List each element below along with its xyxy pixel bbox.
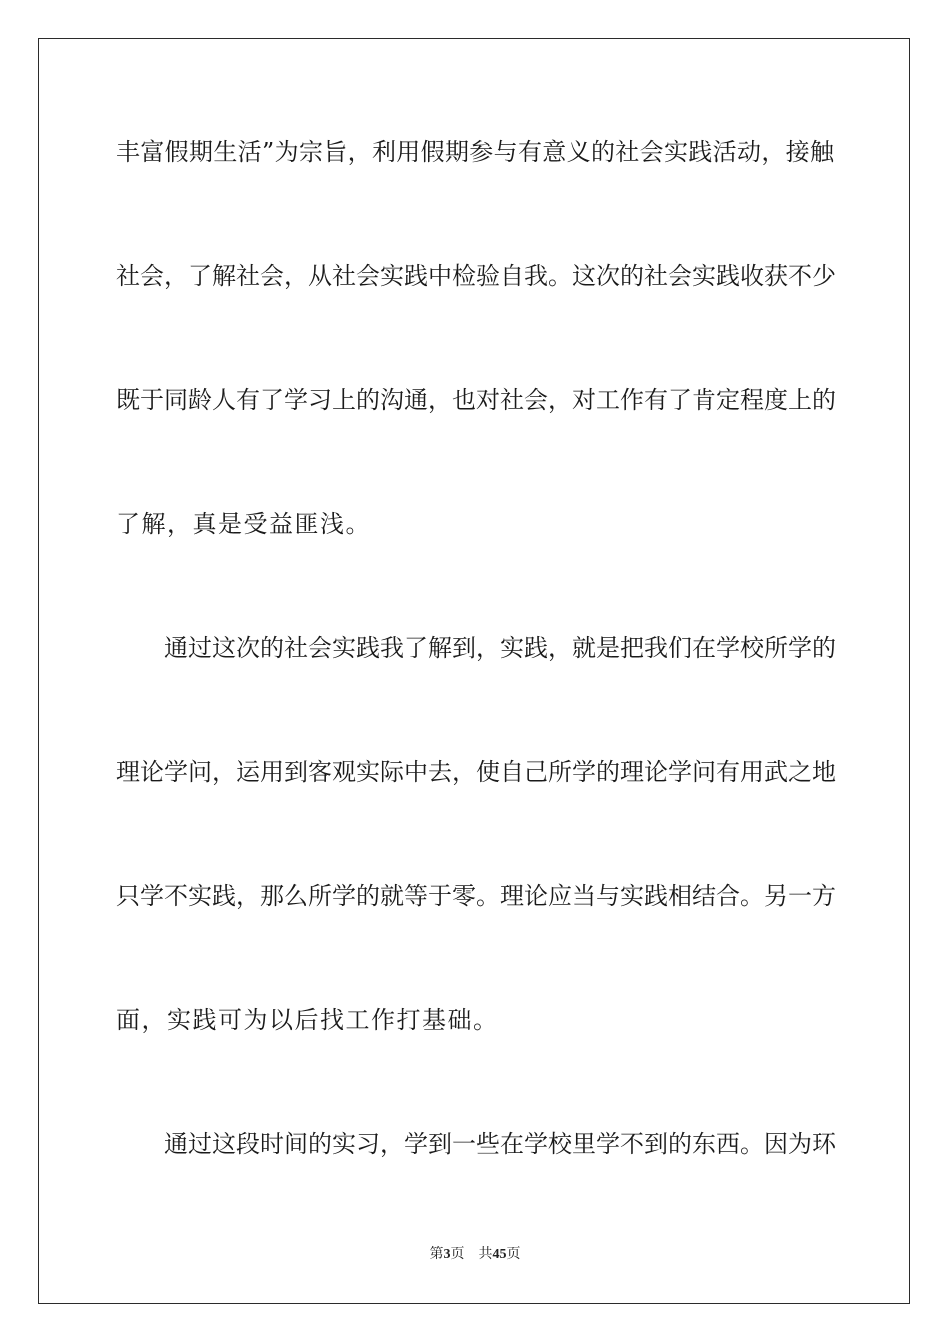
- paragraph-3-line-1: 通过这段时间的实习，学到一些在学校里学不到的东西。因为环: [164, 1130, 836, 1158]
- paragraph-1-line-2: 社会，了解社会，从社会实践中检验自我。这次的社会实践收获不少: [116, 262, 836, 290]
- page-footer: [0, 1246, 950, 1264]
- page-number: 3: [443, 1247, 451, 1262]
- paragraph-2-line-3: 只学不实践，那么所学的就等于零。理论应当与实践相结合。另一方: [116, 882, 836, 910]
- page-border: [38, 38, 910, 1304]
- page-prefix: 第: [429, 1247, 444, 1262]
- total-pages: 45: [492, 1247, 507, 1262]
- paragraph-2-line-4: 面，实践可为以后找工作打基础。: [116, 1006, 499, 1034]
- paragraph-2-line-1: 通过这次的社会实践我了解到，实践，就是把我们在学校所学的: [164, 634, 836, 662]
- total-prefix: 共: [478, 1247, 493, 1262]
- total-suffix: 页: [506, 1247, 521, 1262]
- paragraph-1-line-1: 丰富假期生活”为宗旨，利用假期参与有意义的社会实践活动，接触: [116, 138, 834, 166]
- paragraph-1-line-3: 既于同龄人有了学习上的沟通，也对社会，对工作有了肯定程度上的: [116, 386, 836, 414]
- paragraph-1-line-4: 了解，真是受益匪浅。: [116, 510, 371, 538]
- paragraph-2-line-2: 理论学问，运用到客观实际中去，使自己所学的理论学问有用武之地: [116, 758, 836, 786]
- page-suffix: 页: [450, 1247, 465, 1262]
